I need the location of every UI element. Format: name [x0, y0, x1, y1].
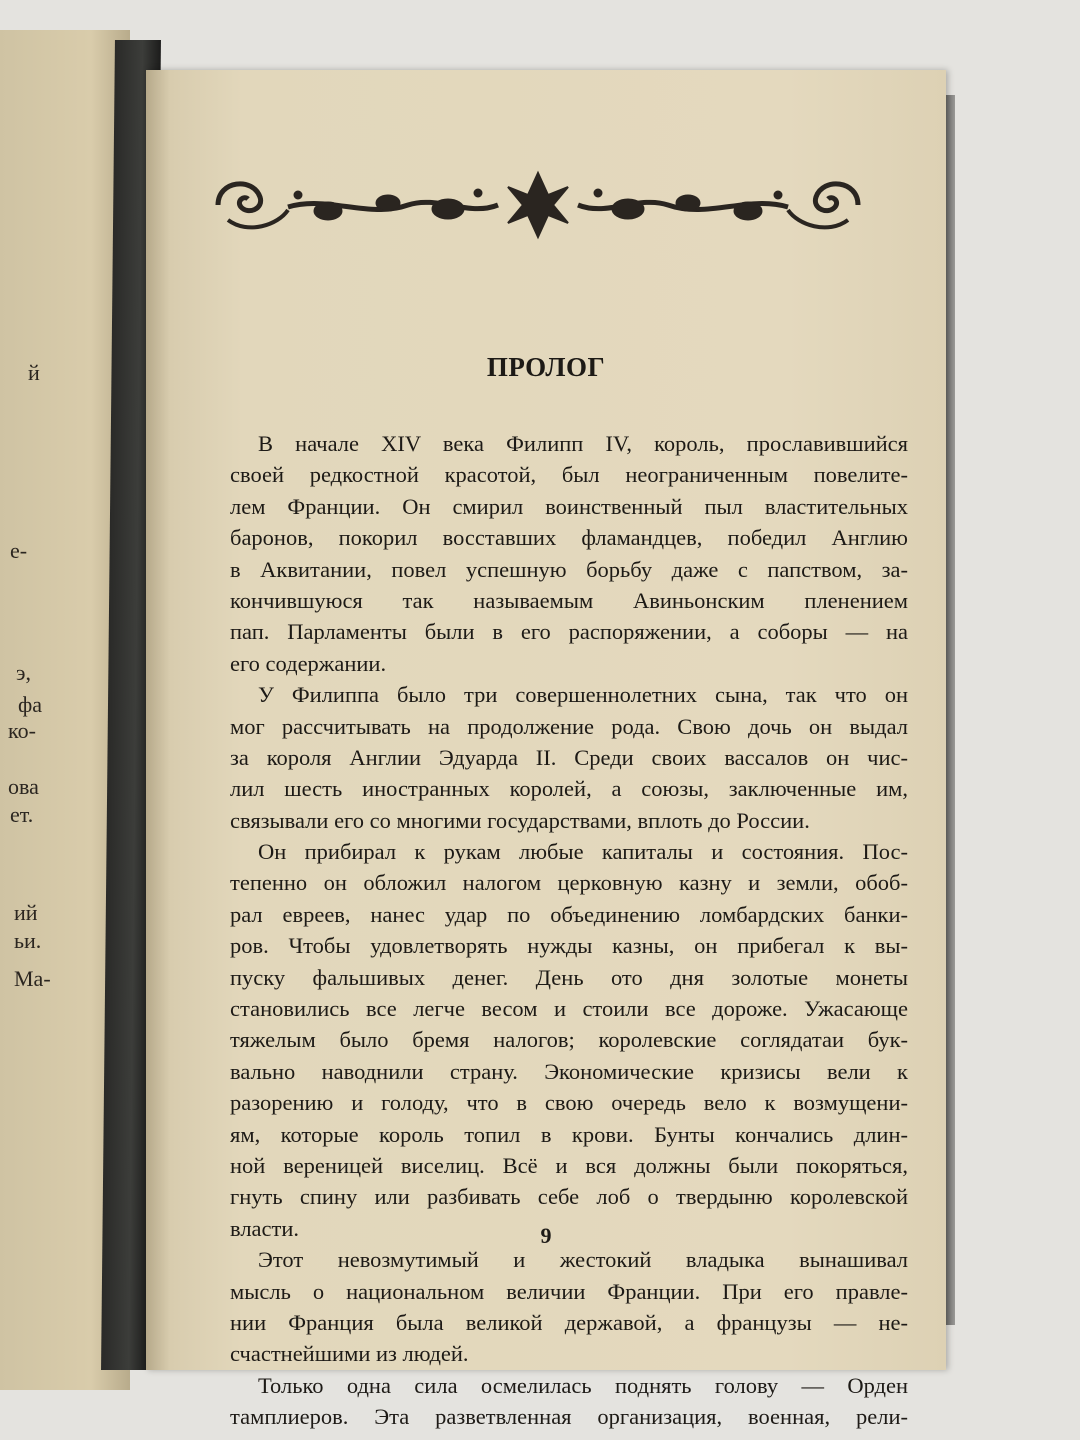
text-line: кончившуюся так называемым Авиньонским пленением [230, 587, 908, 613]
text-line: лил шесть иностранных королей, а союзы, заключенные им, [230, 776, 908, 802]
text-line: баронов, покорил восставших фламандцев, победил Англию [230, 525, 908, 551]
text-line: за короля Англии Эдуарда II. Среди своих вассалов он чис- [230, 744, 908, 770]
text-line: мог рассчитывать на продолжение рода. Свою дочь он выдал [230, 713, 908, 739]
text-line: связывали его со многими государствами, вплоть до России. [230, 807, 810, 833]
book-page [146, 70, 946, 1430]
text-line: гнуть спину или разбивать себе лоб о твердыню королевской [230, 1184, 908, 1210]
left-page-text-fragment: ьи. [14, 928, 42, 953]
text-line: тамплиеров. Эта разветвленная организация, военная, рели- [230, 1404, 908, 1430]
page-number: 9 [540, 1223, 552, 1248]
left-page-text-fragment: ко- [8, 718, 36, 743]
text-line: В начале XIV века Филипп IV, король, прославившийся [258, 431, 908, 456]
text-line: ной вереницей виселиц. Всё и вся должны были покоряться, [230, 1152, 908, 1178]
text-line: в Аквитании, повел успешную борьбу даже с папством, за- [230, 556, 908, 582]
text-line: рал евреев, нанес удар по объединению ломбардских банки- [230, 901, 908, 927]
text-line: пуску фальшивых денег. День ото дня золотые монеты [230, 964, 908, 990]
chapter-title: ПРОЛОГ [486, 352, 606, 382]
body-text [230, 428, 908, 1433]
text-line: ров. Чтобы удовлетворять нужды казны, он прибегал к вы- [230, 933, 908, 959]
left-page-text-fragment: э, [16, 660, 31, 685]
text-line: становились все легче весом и стоили все дороже. Ужасающе [230, 996, 908, 1022]
text-line: разорению и голоду, что в свою очередь вело к возмущени- [230, 1090, 908, 1116]
text-line: лем Франции. Он смирил воинственный пыл властительных [230, 493, 908, 519]
text-line: Он прибирал к рукам любые капиталы и состояния. Пос- [258, 839, 908, 865]
text-line: Только одна сила осмелилась поднять голову — Орден [258, 1372, 908, 1398]
text-line: его содержании. [230, 650, 387, 676]
left-page-text-fragment: ова [8, 774, 39, 799]
left-page-text-fragment: Ма- [14, 966, 51, 991]
left-page-text-fragment: ет. [10, 802, 34, 827]
text-line: пап. Парламенты были в его распоряжении, а соборы — на [230, 619, 908, 645]
text-line: У Филиппа было три совершеннолетних сына, так что он [258, 682, 908, 708]
left-page-text-fragment: ий [14, 900, 38, 925]
left-page-text-fragment: фа [18, 692, 43, 717]
text-line: мысль о национальном величии Франции. При его правле- [230, 1278, 908, 1304]
text-line: своей редкостной красотой, был неограниченным повелите- [230, 462, 908, 488]
left-page-text-fragment: й [28, 360, 40, 385]
text-line: вально наводнили страну. Экономические кризисы вели к [230, 1058, 908, 1084]
text-line: ям, которые король топил в крови. Бунты кончались длин- [230, 1121, 908, 1147]
text-line: тепенно он обложил налогом церковную казну и земли, обоб- [230, 870, 908, 896]
text-line: нии Франция была великой державой, а французы — не- [230, 1309, 908, 1335]
text-line: власти. [230, 1215, 300, 1241]
text-line: тяжелым было бремя налогов; королевские соглядатаи бук- [230, 1027, 908, 1053]
ornament-headpiece-icon [208, 165, 868, 245]
left-page-text-fragment: е- [10, 538, 28, 563]
text-line: счастнейшими из людей. [230, 1341, 469, 1367]
text-line: Этот невозмутимый и жестокий владыка вынашивал [258, 1247, 908, 1273]
